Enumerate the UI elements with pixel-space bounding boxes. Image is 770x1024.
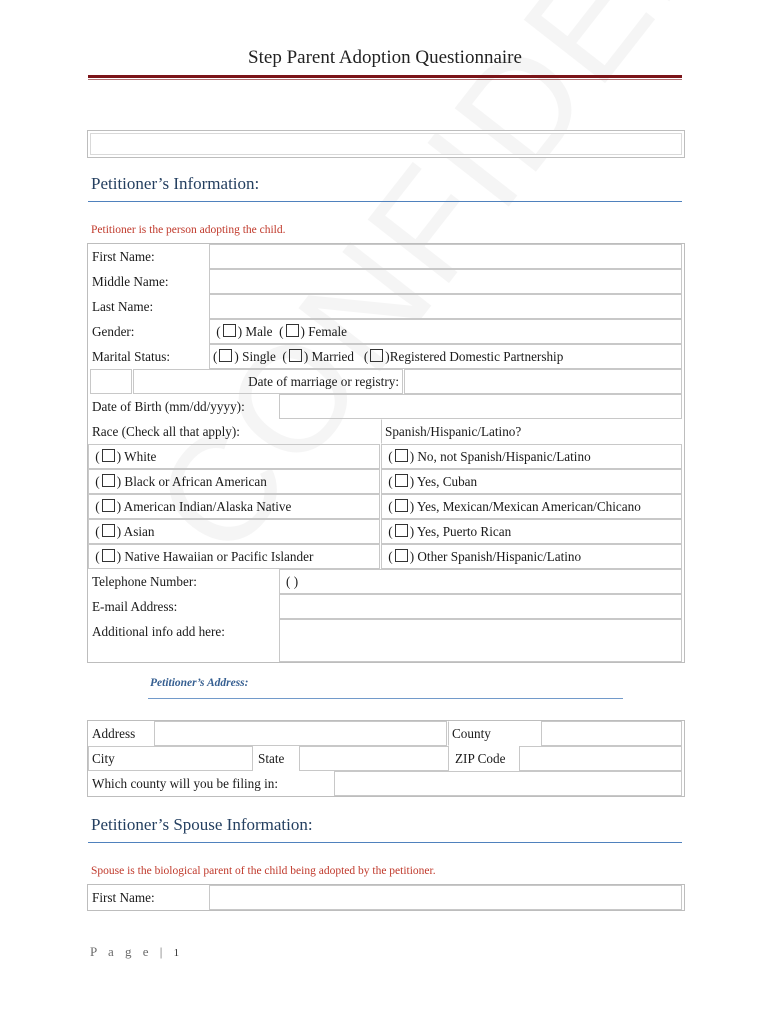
race-option-label: Black or African American <box>124 474 267 489</box>
title-rule-thin <box>88 79 682 80</box>
hispanic-puerto-rican-checkbox[interactable] <box>395 524 408 537</box>
race-black-checkbox[interactable] <box>102 474 115 487</box>
email-field[interactable] <box>279 594 682 619</box>
state-field[interactable] <box>299 746 449 771</box>
middle-name-label: Middle Name: <box>92 274 169 289</box>
race-option-row: ( ) American Indian/Alaska Native <box>88 494 380 519</box>
dob-label: Date of Birth (mm/dd/yyyy): <box>92 399 245 414</box>
hispanic-option-label: No, not Spanish/Hispanic/Latino <box>417 449 591 464</box>
page-number: 1 <box>173 947 180 959</box>
hispanic-option-row: ( ) Yes, Puerto Rican <box>381 519 682 544</box>
table-row <box>88 394 684 419</box>
race-option-row: ( ) Native Hawaiian or Pacific Islander <box>88 544 380 569</box>
city-label: City <box>88 746 253 771</box>
hispanic-mexican-checkbox[interactable] <box>395 499 408 512</box>
table-row <box>88 319 684 344</box>
address-section-heading: Petitioner’s Address: <box>150 677 249 689</box>
hispanic-other-checkbox[interactable] <box>395 549 408 562</box>
marital-option-single: Single <box>242 349 276 364</box>
table-row <box>88 444 684 469</box>
first-name-label: First Name: <box>92 249 155 264</box>
table-row <box>88 469 684 494</box>
race-option-label: Asian <box>123 524 155 539</box>
address-field[interactable] <box>154 721 447 746</box>
page-footer: P a g e | 1 <box>90 944 180 959</box>
phone-label: Telephone Number: <box>92 574 197 589</box>
zip-label: ZIP Code <box>455 751 506 766</box>
table-row <box>88 244 684 269</box>
marital-option-married: Married <box>311 349 354 364</box>
hispanic-cuban-checkbox[interactable] <box>395 474 408 487</box>
additional-info-field[interactable] <box>279 619 682 662</box>
page-label: P a g e <box>90 944 153 959</box>
hispanic-option-label: Yes, Mexican/Mexican American/Chicano <box>416 499 641 514</box>
marital-single-checkbox[interactable] <box>219 349 232 362</box>
address-label: Address <box>92 726 136 741</box>
address-rule <box>148 698 623 699</box>
title-rule <box>88 75 682 78</box>
race-option-row: ( ) Asian <box>88 519 380 544</box>
table-row <box>88 344 684 369</box>
marital-rdp-checkbox[interactable] <box>370 349 383 362</box>
petitioner-note: Petitioner is the person adopting the child. <box>91 224 286 236</box>
hispanic-option-row: ( ) Other Spanish/Hispanic/Latino <box>381 544 682 569</box>
hispanic-option-label: Yes, Cuban <box>416 474 478 489</box>
spouse-section-heading: Petitioner’s Spouse Information: <box>91 815 313 834</box>
gender-label: Gender: <box>92 324 135 339</box>
spouse-first-name-field[interactable] <box>209 885 682 910</box>
spouse-note: Spouse is the biological parent of the child being adopted by the petitioner. <box>91 865 436 877</box>
hispanic-option-row: ( ) Yes, Mexican/Mexican American/Chicano <box>381 494 682 519</box>
hispanic-no-checkbox[interactable] <box>395 449 408 462</box>
zip-field[interactable] <box>519 746 682 771</box>
hispanic-option-label: Yes, Puerto Rican <box>416 524 512 539</box>
email-label: E-mail Address: <box>92 599 178 614</box>
section-rule <box>88 842 682 843</box>
dob-field[interactable] <box>279 394 682 419</box>
first-name-field[interactable] <box>209 244 682 269</box>
table-row <box>88 494 684 519</box>
table-row <box>88 771 684 796</box>
race-pacific-islander-checkbox[interactable] <box>102 549 115 562</box>
race-asian-checkbox[interactable] <box>102 524 115 537</box>
race-option-label: Native Hawaiian or Pacific Islander <box>124 549 314 564</box>
table-row <box>88 419 684 444</box>
petitioner-table <box>87 243 685 663</box>
county-label: County <box>448 721 540 746</box>
table-row <box>88 369 684 394</box>
gender-male-checkbox[interactable] <box>223 324 236 337</box>
filing-county-field[interactable] <box>334 771 682 796</box>
race-option-label: American Indian/Alaska Native <box>123 499 292 514</box>
hispanic-option-row: ( ) Yes, Cuban <box>381 469 682 494</box>
middle-name-field[interactable] <box>209 269 682 294</box>
race-american-indian-checkbox[interactable] <box>102 499 115 512</box>
table-row <box>88 519 684 544</box>
state-label: State <box>258 751 285 766</box>
petitioner-section-heading: Petitioner’s Information: <box>91 174 260 193</box>
marital-married-checkbox[interactable] <box>289 349 302 362</box>
gender-options: ( ) Male ( ) Female <box>209 319 682 344</box>
marriage-date-label: Date of marriage or registry: <box>133 369 403 394</box>
gender-female-checkbox[interactable] <box>286 324 299 337</box>
marriage-date-field[interactable] <box>404 369 682 394</box>
race-option-row: ( ) White <box>88 444 380 469</box>
spouse-table <box>87 884 685 911</box>
race-white-checkbox[interactable] <box>102 449 115 462</box>
race-option-row: ( ) Black or African American <box>88 469 380 494</box>
race-option-label: White <box>124 449 157 464</box>
hispanic-option-label: Other Spanish/Hispanic/Latino <box>417 549 582 564</box>
table-row <box>88 721 684 746</box>
phone-field[interactable]: ( ) <box>279 569 682 594</box>
hispanic-label: Spanish/Hispanic/Latino? <box>381 419 682 444</box>
gender-option-male: Male <box>245 324 273 339</box>
document-title: Step Parent Adoption Questionnaire <box>248 47 522 68</box>
last-name-field[interactable] <box>209 294 682 319</box>
additional-info-label: Additional info add here: <box>92 624 225 639</box>
table-row <box>88 294 684 319</box>
table-row <box>88 544 684 569</box>
race-label: Race (Check all that apply): <box>92 424 240 439</box>
table-row <box>88 594 684 619</box>
table-row <box>88 569 684 594</box>
filing-county-label: Which county will you be filing in: <box>92 776 279 791</box>
table-row <box>88 619 684 662</box>
marital-options: ( ) Single ( ) Married ( )Registered Domestic Partnership <box>209 344 682 369</box>
spouse-first-name-label: First Name: <box>92 890 155 905</box>
hispanic-option-row: ( ) No, not Spanish/Hispanic/Latino <box>381 444 682 469</box>
marital-option-rdp: Registered Domestic Partnership <box>389 349 564 364</box>
address-table <box>87 720 685 797</box>
header-field[interactable] <box>87 130 685 158</box>
table-row <box>88 885 684 910</box>
gender-option-female: Female <box>308 324 348 339</box>
last-name-label: Last Name: <box>92 299 154 314</box>
section-rule <box>88 201 682 202</box>
county-field[interactable] <box>541 721 682 746</box>
table-row <box>88 269 684 294</box>
blank-cell <box>90 369 132 394</box>
marital-label: Marital Status: <box>92 349 171 364</box>
table-row <box>88 746 684 771</box>
